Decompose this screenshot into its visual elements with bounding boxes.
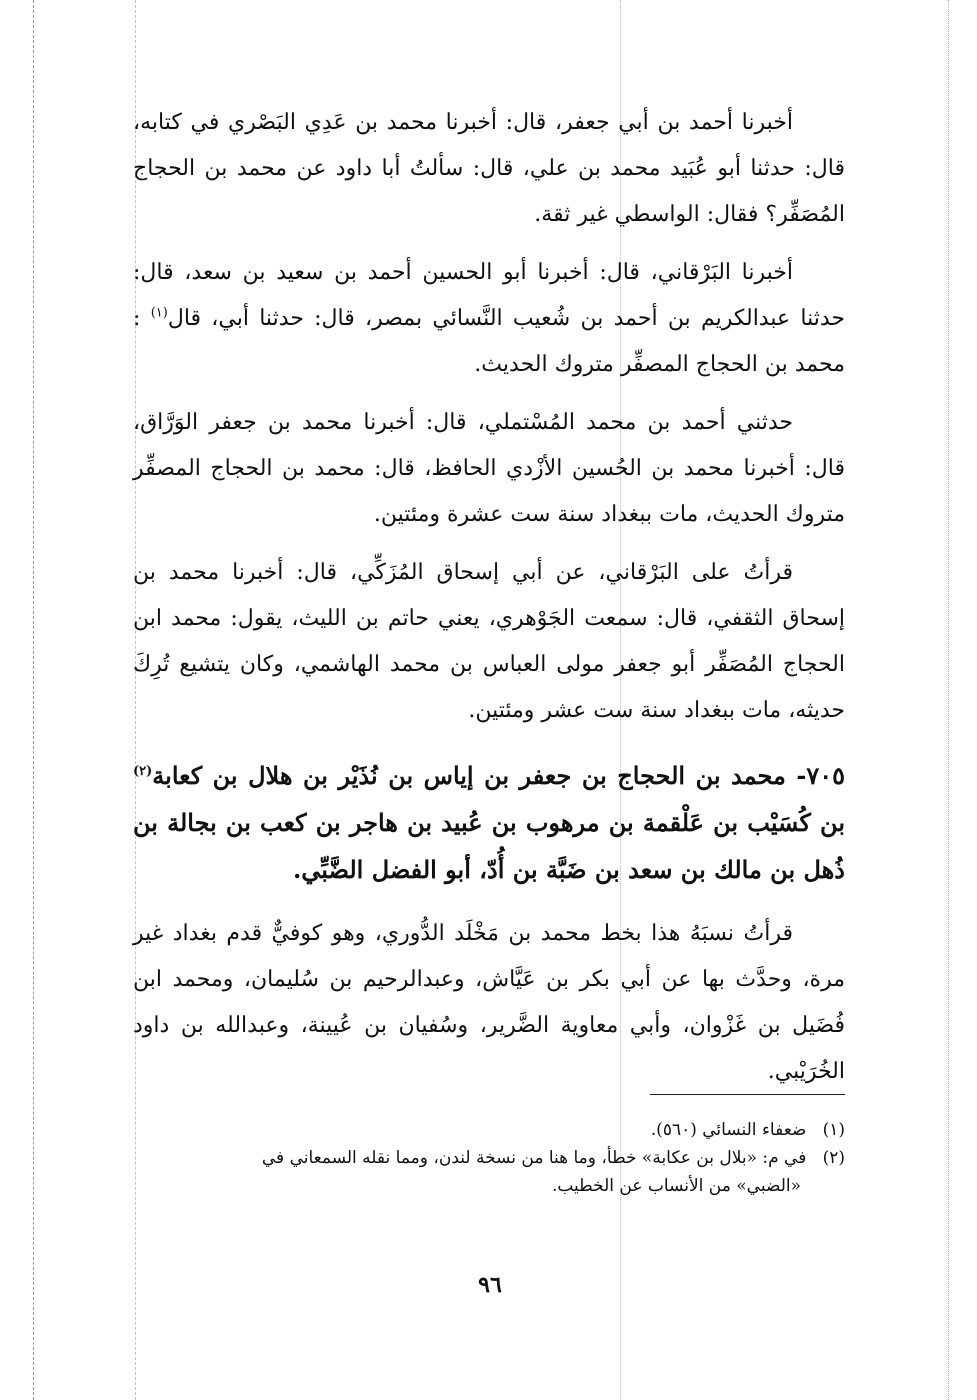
footnotes-section — [133, 1116, 845, 1200]
footnote-text: في م: «بلال بن عكابة» خطأ، وما هنا من نسخة لندن، ومما نقله السمعاني في — [261, 1148, 807, 1168]
main-text-block — [133, 100, 845, 1095]
narration-paragraph-3: حدثني أحمد بن محمد المُسْتملي، قال: أخبرنا محمد بن جعفر الوَرَّاق، قال: أخبرنا محمد بن الحُسين الأزْدي الحافظ، قال: محمد بن الحجاج المصفِّر متروك الحديث، مات ببغداد سنة ست عشرة ومئتين. — [133, 410, 845, 527]
page-number: ٩٦ — [478, 1272, 502, 1298]
footnote-separator — [650, 1094, 845, 1095]
paragraph-text: أخبرنا البَرْقاني، قال: أخبرنا أبو الحسين أحمد بن سعيد بن سعد، قال: حدثنا عبدالكريم بن أحمد بن شُعيب النَّسائي بمصر، قال: حدثنا أبي، قال — [133, 260, 845, 331]
narration-paragraph-1: أخبرنا أحمد بن أبي جعفر، قال: أخبرنا محمد بن عَدِي البَصْري في كتابه، قال: حدثنا أبو عُبَيد محمد بن علي، قال: سألتُ أبا داود عن محمد بن الحجاج المُصَفِّر؟ فقال: الواسطي غير ثقة. — [133, 110, 845, 227]
scan-edge-line — [948, 0, 949, 1400]
narration-paragraph-5: قرأتُ نسبَهُ هذا بخط محمد بن مَخْلَد الدُّوري، وهو كوفيٌّ قدم بغداد غير مرة، وحدَّث بها عن أبي بكر بن عَيَّاش، وعبدالرحيم بن سُليمان، ومحمد ابن فُضَيل بن غَزْوان، وأبي معاوية الضَّرير، وسُفيان بن عُيينة، وعبدالله بن داود الخُرَيْبي. — [133, 921, 845, 1084]
scan-edge-line — [33, 0, 34, 1400]
footnote-ref-1[interactable]: (١) — [150, 305, 168, 321]
footnote-2 — [133, 1144, 845, 1172]
footnote-marker: (١) — [822, 1120, 845, 1140]
footnote-ref-2[interactable]: (٢) — [133, 764, 153, 779]
footnote-2-continued: «الضبي» من الأنساب عن الخطيب. — [551, 1176, 801, 1196]
footnote-text: ضعفاء النسائي (٥٦٠). — [650, 1120, 807, 1140]
paragraph-text-tail: : محمد بن الحجاج المصفِّر متروك الحديث. — [133, 306, 845, 377]
entry-text-continued: بن كُسَيْب بن عَلْقمة بن مرهوب بن عُبيد بن هاجر بن كعب بن بجالة بن ذُهل بن مالك بن سعد بن ضَبَّة بن أُدّ، أبو الفضل الضَّبِّي. — [133, 808, 845, 884]
entry-number: ٧٠٥- — [796, 761, 846, 790]
narration-paragraph-2 — [133, 250, 845, 388]
narration-paragraph-4: قرأتُ على البَرْقاني، عن أبي إسحاق المُزَكِّي، قال: أخبرنا محمد بن إسحاق الثقفي، قال: سمعت الجَوْهري، يعني حاتم بن الليث، يقول: محمد ابن الحجاج المُصَفِّر أبو جعفر مولى العباس بن محمد الهاشمي، وكان يتشيع تُرِكَ حديثه، مات ببغداد سنة ست عشر ومئتين. — [133, 560, 846, 723]
footnote-marker: (٢) — [822, 1148, 845, 1168]
entry-text: محمد بن الحجاج بن جعفر بن إياس بن نُذَيْر بن هلال بن كعابة — [152, 761, 786, 790]
footnote-1 — [133, 1116, 845, 1144]
biography-entry-heading — [133, 752, 845, 893]
